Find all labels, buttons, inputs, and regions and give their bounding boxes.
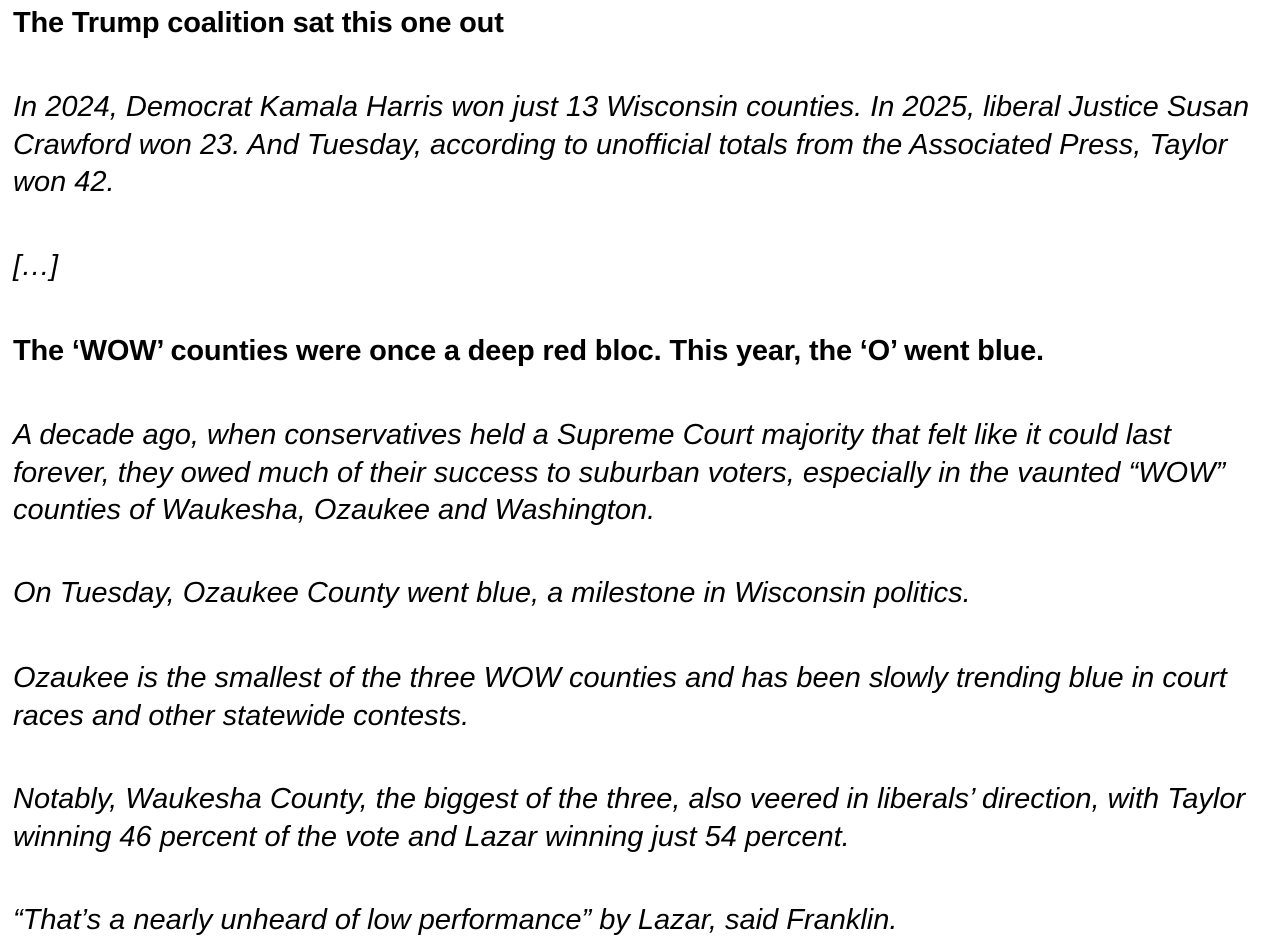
section-heading-wow-counties: The ‘WOW’ counties were once a deep red bloc. This year, the ‘O’ went blue. <box>13 335 1044 367</box>
paragraph-quote-franklin: “That’s a nearly unheard of low performance” by Lazar, said Franklin. <box>13 904 898 936</box>
ellipsis-omission: […] <box>13 250 59 282</box>
paragraph-waukesha: Notably, Waukesha County, the biggest of the three, also veered in liberals’ direction, with Taylor winning 46 percent of the vote and Lazar winning just 54 percent. <box>13 783 1246 853</box>
paragraph-ozaukee-smallest: Ozaukee is the smallest of the three WOW counties and has been slowly trending blue in court races and other statewide contests. <box>13 662 1227 732</box>
section-heading-trump-coalition: The Trump coalition sat this one out <box>13 7 504 39</box>
paragraph-ozaukee-blue: On Tuesday, Ozaukee County went blue, a milestone in Wisconsin politics. <box>13 577 971 609</box>
paragraph-decade-ago: A decade ago, when conservatives held a Supreme Court majority that felt like it could last forever, they owed much of their success to suburban voters, especially in the vaunted “WOW” counties of Waukesha, Ozaukee and Washington. <box>13 419 1226 526</box>
paragraph-county-wins: In 2024, Democrat Kamala Harris won just 13 Wisconsin counties. In 2025, liberal Justice Susan Crawford won 23. And Tuesday, according to unofficial totals from the Associated Press, Taylor won 42. <box>13 91 1250 198</box>
